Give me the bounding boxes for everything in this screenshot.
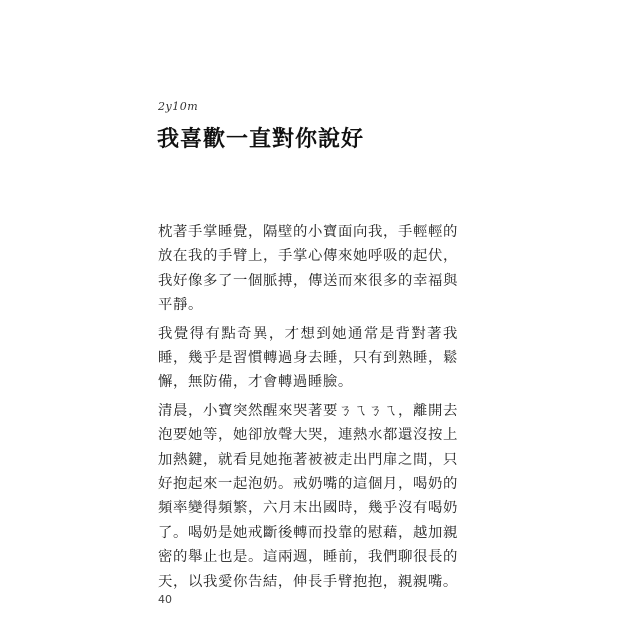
chapter-title: 我喜歡一直對你說好 [157, 126, 365, 152]
paragraph-3: 清晨，小寶突然醒來哭著要ㄋㄟㄋㄟ，離開去泡要她等，她卻放聲大哭，連熱水都還沒按上加熱鍵，就看見她拖著被被走出門扉之間，只好抱起來一起泡奶。戒奶嘴的這個月，喝奶的頻率變得頻繁，六月末出國時，幾乎沒有喝奶了。喝奶是她戒斷後轉而投靠的慰藉，越加親密的舉止也是。這兩週，睡前，我們聊很長的天，以我愛你告結，伸長手臂抱抱，親親嘴。 [158, 402, 458, 590]
paragraph-1: 枕著手掌睡覺，隔壁的小寶面向我，手輕輕的放在我的手臂上，手掌心傳來她呼吸的起伏，我好像多了一個脈搏，傳送而來很多的幸福與平靜。 [158, 224, 458, 314]
page-number: 40 [158, 593, 172, 606]
body-text [158, 220, 458, 598]
chapter-subtitle: 2y10m [158, 100, 199, 113]
paragraph-2: 我覺得有點奇異，才想到她通常是背對著我睡，幾乎是習慣轉過身去睡，只有到熟睡，鬆懈，無防備，才會轉過睡臉。 [158, 325, 458, 391]
